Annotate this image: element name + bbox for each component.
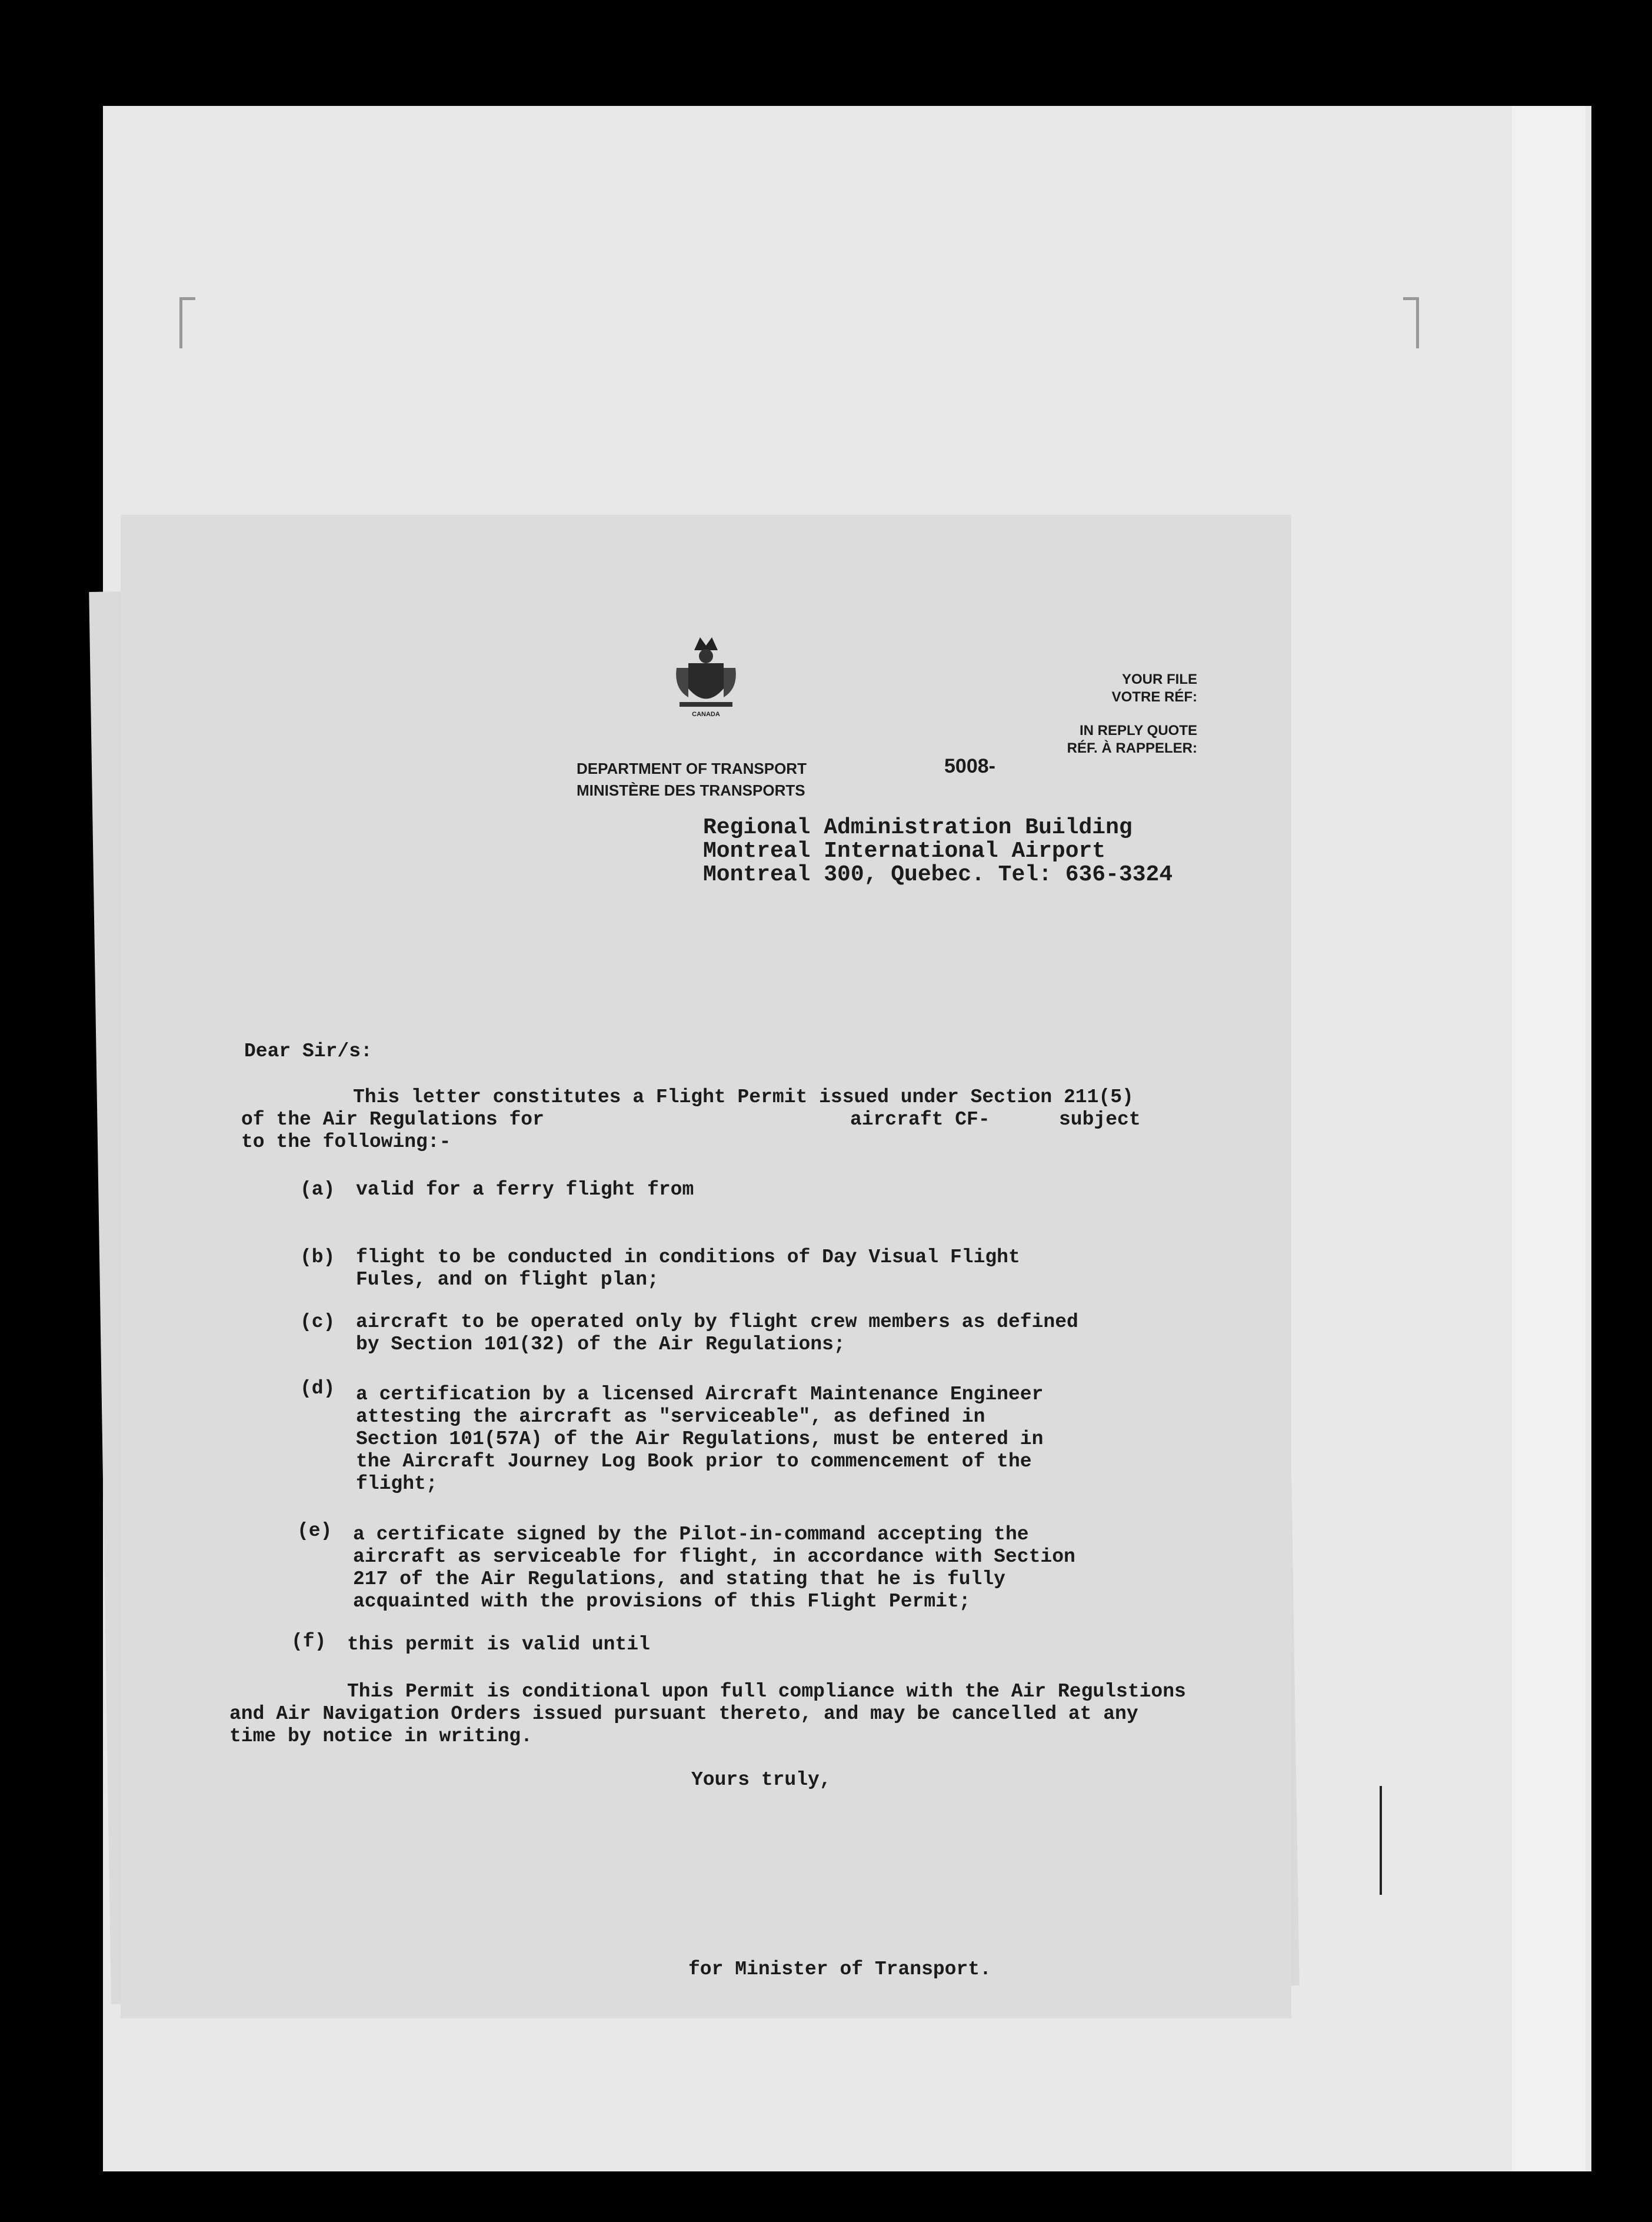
film-edge-strip [1512,106,1586,2171]
condition-f-line-1: this permit is valid until [347,1634,650,1655]
condition-e-line-3: 217 of the Air Regulations, and stating that he is fully [353,1568,1005,1590]
closing-line-2: and Air Navigation Orders issued pursuant thereto, and may be cancelled at any [229,1703,1138,1725]
crop-mark-right [1403,297,1419,348]
intro-line-1: This letter constitutes a Flight Permit issued under Section 211(5) [353,1086,1134,1108]
condition-b-line-1: flight to be conducted in conditions of Day Visual Flight [356,1246,1020,1268]
condition-c-label: (c) [300,1311,335,1333]
intro-line-2c: subject [1059,1109,1141,1130]
intro-line-2b: aircraft CF- [850,1109,990,1130]
condition-e-line-2: aircraft as serviceable for flight, in accordance with Section [353,1546,1075,1568]
closing-line-3: time by notice in writing. [229,1725,532,1747]
condition-c-line-2: by Section 101(32) of the Air Regulations; [356,1333,845,1355]
intro-line-3: to the following:- [241,1131,451,1153]
valediction: Yours truly, [691,1769,831,1791]
reply-quote-label-en: IN REPLY QUOTE [1079,723,1197,739]
condition-e-label: (e) [297,1520,332,1542]
condition-d-line-2: attesting the aircraft as "serviceable", as defined in [356,1406,985,1428]
address-line-1: Regional Administration Building [703,815,1133,840]
condition-f-label: (f) [291,1631,327,1652]
condition-d-label: (d) [300,1378,335,1399]
condition-e-line-4: acquainted with the provisions of this Flight Permit; [353,1591,971,1612]
intro-line-2a: of the Air Regulations for [241,1109,544,1130]
address-line-2: Montreal International Airport [703,839,1106,864]
address-line-3: Montreal 300, Quebec. Tel: 636-3324 [703,862,1173,887]
crop-mark-left [179,297,195,348]
condition-a-label: (a) [300,1179,335,1200]
department-name-fr: MINISTÈRE DES TRANSPORTS [577,781,805,799]
your-file-label-en: YOUR FILE [1121,671,1197,687]
condition-b-line-2: Fules, and on flight plan; [356,1269,659,1290]
salutation: Dear Sir/s: [244,1040,372,1062]
condition-d-line-3: Section 101(57A) of the Air Regulations, must be entered in [356,1428,1044,1450]
letter-page [121,515,1291,2018]
coat-of-arms-icon [671,633,741,718]
reply-quote-label-fr: RÉF. À RAPPELER: [1067,740,1197,756]
condition-c-line-1: aircraft to be operated only by flight crew members as defined [356,1311,1078,1333]
signature-line: for Minister of Transport. [688,1958,991,1980]
department-name-en: DEPARTMENT OF TRANSPORT [577,760,807,777]
closing-line-1: This Permit is conditional upon full compliance with the Air Regulstions [347,1681,1186,1702]
condition-d-line-4: the Aircraft Journey Log Book prior to commencement of the [356,1451,1032,1472]
condition-e-line-1: a certificate signed by the Pilot-in-command accepting the [353,1524,1029,1545]
condition-d-line-1: a certification by a licensed Aircraft Maintenance Engineer [356,1383,1044,1405]
margin-rule [1380,1786,1382,1895]
condition-b-label: (b) [300,1246,335,1268]
reply-reference-number: 5008- [944,755,995,777]
condition-a-line-1: valid for a ferry flight from [356,1179,694,1200]
condition-d-line-5: flight; [356,1473,438,1495]
your-file-label-fr: VOTRE RÉF: [1111,689,1197,705]
crest-label: CANADA [692,711,720,718]
